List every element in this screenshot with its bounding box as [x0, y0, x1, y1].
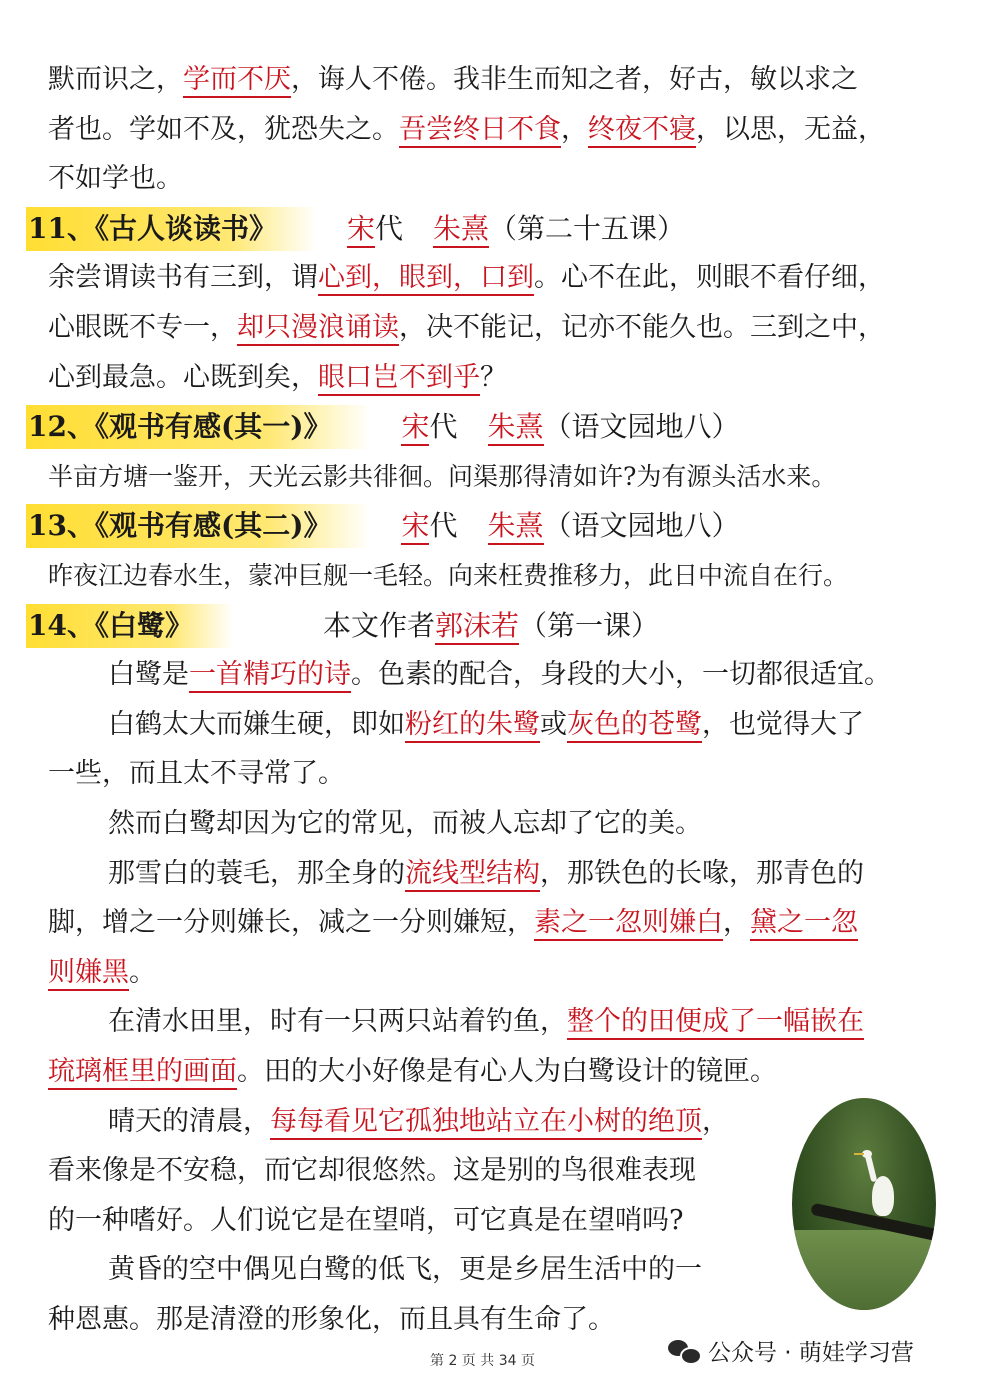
egret-photo	[792, 1098, 936, 1310]
text-segment: 代	[429, 410, 458, 444]
text-segment: 半亩方塘一鉴开，天光云影共徘徊。问渠那得清如许?为有源头活水来。	[48, 461, 837, 491]
highlighted-phrase: 宋	[347, 212, 375, 248]
highlighted-phrase: 吾尝终日不食	[399, 114, 561, 148]
egret-beak	[854, 1153, 864, 1155]
text-segment: 脚，增之一分则嫌长，减之一分则嫌短，	[48, 907, 534, 939]
text-segment: 种恩惠。那是清澄的形象化，而且具有生命了。	[48, 1304, 615, 1335]
page-number: 第 2 页 共 34 页	[430, 1353, 535, 1369]
text-segment: 余尝谓读书有三到，谓	[48, 262, 318, 294]
text-line	[48, 901, 936, 945]
highlighted-phrase: 朱熹	[488, 410, 544, 446]
text-line	[108, 1000, 936, 1044]
text-segment: ，决不能记，记亦不能久也。三到之中，	[399, 312, 885, 343]
text-segment: 。田的大小好像是有心人为白鹭设计的镜匣。	[237, 1056, 777, 1087]
text-segment: （语文园地八）	[543, 410, 740, 444]
section-title: 13、《观书有感(其二)》	[26, 504, 371, 548]
text-segment: 代	[374, 211, 403, 245]
text-segment: 本文作者	[322, 608, 435, 642]
highlighted-phrase: 却只漫浪诵读	[237, 312, 399, 346]
text-segment: 白鹭是	[108, 659, 189, 691]
highlighted-phrase: 心到，眼到，口到	[318, 262, 534, 296]
text-segment: ，	[723, 907, 750, 939]
text-line	[108, 852, 936, 896]
section-title: 11、《古人谈读书》	[26, 207, 317, 251]
text-segment: （语文园地八）	[543, 509, 740, 543]
highlighted-phrase: 朱熹	[433, 212, 489, 248]
text-line	[108, 802, 936, 846]
text-segment: 。色素的配合，身段的大小，一切都很适宜。	[351, 659, 891, 691]
wechat-account-label: 公众号 · 萌娃学习营	[708, 1340, 914, 1366]
text-segment: ，	[702, 1105, 729, 1137]
text-line	[48, 356, 936, 400]
text-segment: 或	[540, 708, 567, 740]
text-line	[48, 554, 936, 598]
text-segment: ，诲人不倦。我非生而知之者，好古，敏以求之	[291, 64, 858, 95]
text-segment: 一些，而且太不寻常了。	[48, 758, 345, 790]
highlighted-phrase: 整个的田便成了一幅嵌在	[567, 1006, 864, 1040]
text-segment: （第二十五课）	[489, 211, 686, 245]
text-segment: ？	[480, 361, 507, 393]
highlighted-phrase: 郭沫若	[435, 609, 519, 645]
text-segment: 那雪白的蓑毛，那全身的	[108, 857, 405, 889]
text-segment: ，也觉得大了	[702, 708, 864, 740]
section-heading	[28, 207, 936, 251]
text-segment: 。	[129, 956, 156, 988]
highlighted-phrase: 眼口岂不到乎	[318, 362, 480, 396]
text-line	[108, 653, 936, 697]
text-segment: （第一课）	[519, 608, 660, 642]
text-line	[48, 306, 936, 350]
section-heading	[28, 504, 936, 548]
text-segment: 代	[429, 509, 458, 543]
wechat-icon	[668, 1338, 700, 1364]
highlighted-phrase: 朱熹	[488, 509, 544, 545]
wechat-account	[668, 1334, 914, 1367]
text-segment: 白鹤太大而嫌生硬，即如	[108, 708, 405, 740]
highlighted-phrase: 琉璃框里的画面	[48, 1056, 237, 1090]
text-segment: 心眼既不专一，	[48, 312, 237, 343]
marsh-water	[792, 1230, 936, 1310]
highlighted-phrase: 黛之一忽	[750, 907, 858, 941]
highlighted-phrase: 则嫌黑	[48, 957, 129, 991]
egret-body	[872, 1176, 894, 1216]
text-segment: 的一种嗜好。人们说它是在望哨，可它真是在望哨吗?	[48, 1204, 684, 1236]
highlighted-phrase: 灰色的苍鹭	[567, 709, 702, 743]
text-segment: 。心不在此，则眼不看仔细，	[534, 262, 885, 294]
section-heading	[28, 604, 936, 648]
text-segment: 默而识之，	[48, 64, 183, 95]
section-heading	[28, 405, 936, 449]
text-segment: 不如学也。	[48, 163, 183, 195]
text-line	[48, 108, 936, 152]
highlighted-phrase: 流线型结构	[405, 858, 540, 892]
text-segment: ，那铁色的长喙，那青色的	[540, 857, 864, 889]
text-segment: 在清水田里，时有一只两只站着钓鱼，	[108, 1006, 567, 1038]
highlighted-phrase: 宋	[401, 410, 429, 446]
text-segment: 看来像是不安稳，而它却很悠然。这是别的鸟很难表现	[48, 1155, 696, 1187]
highlighted-phrase: 学而不厌	[183, 64, 291, 98]
text-line	[108, 703, 936, 747]
text-line	[48, 256, 936, 300]
text-segment: 黄昏的空中偶见白鹭的低飞，更是乡居生活中的一	[108, 1254, 702, 1286]
text-line	[48, 951, 936, 995]
text-line	[48, 752, 936, 796]
section-title: 14、《白鹭》	[26, 604, 233, 648]
text-line	[48, 455, 936, 499]
text-segment: 者也。学如不及，犹恐失之。	[48, 113, 399, 145]
text-segment: 心到最急。心既到矣，	[48, 361, 318, 393]
text-segment: 然而白鹭却因为它的常见，而被人忘却了它的美。	[108, 808, 702, 839]
text-line	[48, 157, 936, 201]
highlighted-phrase: 终夜不寝	[588, 114, 696, 148]
text-segment: ，以思，无益，	[696, 113, 885, 145]
highlighted-phrase: 每每看见它孤独地站立在小树的绝顶	[270, 1106, 702, 1140]
highlighted-phrase: 宋	[401, 509, 429, 545]
text-segment: 昨夜江边春水生，蒙冲巨舰一毛轻。向来枉费推移力，此日中流自在行。	[48, 561, 849, 590]
highlighted-phrase: 素之一忽则嫌白	[534, 907, 723, 941]
section-title: 12、《观书有感(其一)》	[26, 405, 371, 449]
text-segment: ，	[561, 113, 588, 145]
text-line	[48, 1050, 936, 1094]
text-segment: 晴天的清晨，	[108, 1105, 270, 1137]
text-line	[48, 58, 936, 102]
highlighted-phrase: 一首精巧的诗	[189, 659, 351, 693]
highlighted-phrase: 粉红的朱鹭	[405, 709, 540, 743]
